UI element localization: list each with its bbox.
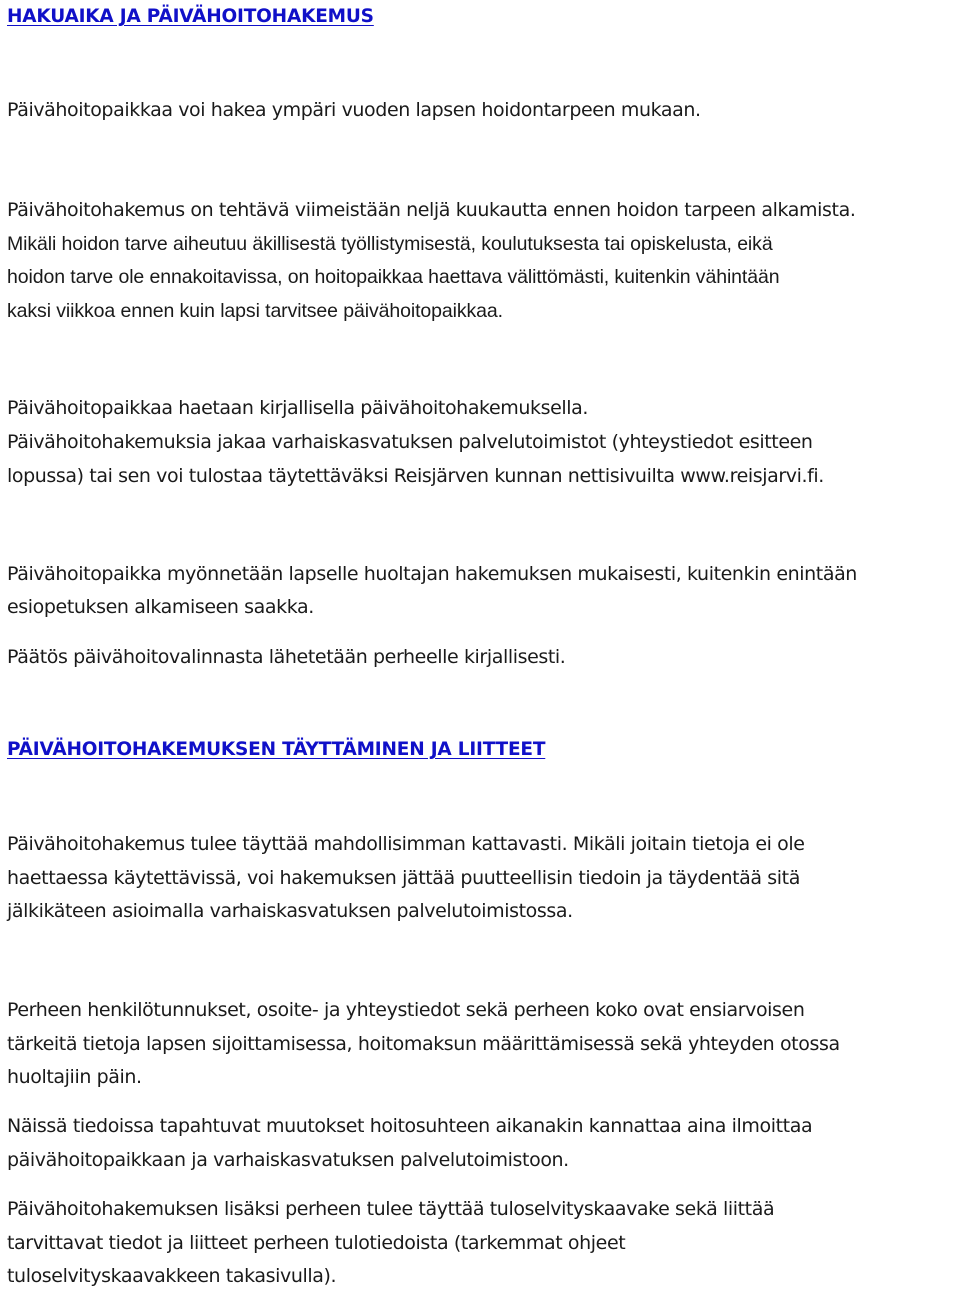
paragraph-line: haettaessa käytettävissä, voi hakemuksen jättää puutteellisin tiedoin ja täydentää sitä — [7, 867, 800, 889]
paragraph-line: Päätös päivähoitovalinnasta lähetetään perheelle kirjallisesti. — [7, 646, 566, 668]
paragraph-line: Päivähoitohakemus on tehtävä viimeistään neljä kuukautta ennen hoidon tarpeen alkamista. — [7, 199, 856, 221]
paragraph-line: kaksi viikkoa ennen kuin lapsi tarvitsee päivähoitopaikkaa. — [7, 300, 503, 322]
paragraph-line: Näissä tiedoissa tapahtuvat muutokset hoitosuhteen aikanakin kannattaa aina ilmoittaa — [7, 1115, 813, 1137]
paragraph-line: Päivähoitohakemuksen lisäksi perheen tulee täyttää tuloselvityskaavake sekä liittää — [7, 1198, 775, 1220]
paragraph-line: jälkikäteen asioimalla varhaiskasvatuksen palvelutoimistossa. — [7, 900, 573, 922]
paragraph-line: Päivähoitohakemuksia jakaa varhaiskasvatuksen palvelutoimistot (yhteystiedot esitteen — [7, 431, 813, 453]
paragraph-line: tuloselvityskaavakkeen takasivulla). — [7, 1265, 337, 1287]
paragraph-line: Perheen henkilötunnukset, osoite- ja yhteystiedot sekä perheen koko ovat ensiarvoisen — [7, 999, 805, 1021]
paragraph-line: päivähoitopaikkaan ja varhaiskasvatuksen palvelutoimistoon. — [7, 1149, 569, 1171]
paragraph-line: Päivähoitohakemus tulee täyttää mahdollisimman kattavasti. Mikäli joitain tietoja ei ole — [7, 833, 805, 855]
paragraph-line: esiopetuksen alkamiseen saakka. — [7, 596, 314, 618]
paragraph-line: Päivähoitopaikkaa haetaan kirjallisella päivähoitohakemuksella. — [7, 397, 589, 419]
paragraph-line: tärkeitä tietoja lapsen sijoittamisessa, hoitomaksun määrittämisessä sekä yhteyden otossa — [7, 1033, 840, 1055]
paragraph-line: lopussa) tai sen voi tulostaa täytettäväksi Reisjärven kunnan nettisivuilta www.reisjarvi.fi. — [7, 465, 824, 487]
paragraph-line: hoidon tarve ole ennakoitavissa, on hoitopaikkaa haettava välittömästi, kuitenkin vähintään — [7, 266, 780, 288]
section-heading-hakemuksen-tayttaminen: PÄIVÄHOITOHAKEMUKSEN TÄYTTÄMINEN JA LIITTEET — [7, 739, 546, 760]
paragraph-line: Päivähoitopaikka myönnetään lapselle huoltajan hakemuksen mukaisesti, kuitenkin enintään — [7, 563, 857, 585]
paragraph-line: huoltajiin päin. — [7, 1066, 142, 1088]
paragraph-line: Päivähoitopaikkaa voi hakea ympäri vuoden lapsen hoidontarpeen mukaan. — [7, 99, 701, 121]
section-heading-hakuaika: HAKUAIKA JA PÄIVÄHOITOHAKEMUS — [7, 6, 374, 27]
paragraph-line: Mikäli hoidon tarve aiheutuu äkillisestä työllistymisestä, koulutuksesta tai opiskelusta, eikä — [7, 233, 773, 255]
paragraph-line: tarvittavat tiedot ja liitteet perheen tulotiedoista (tarkemmat ohjeet — [7, 1232, 626, 1254]
